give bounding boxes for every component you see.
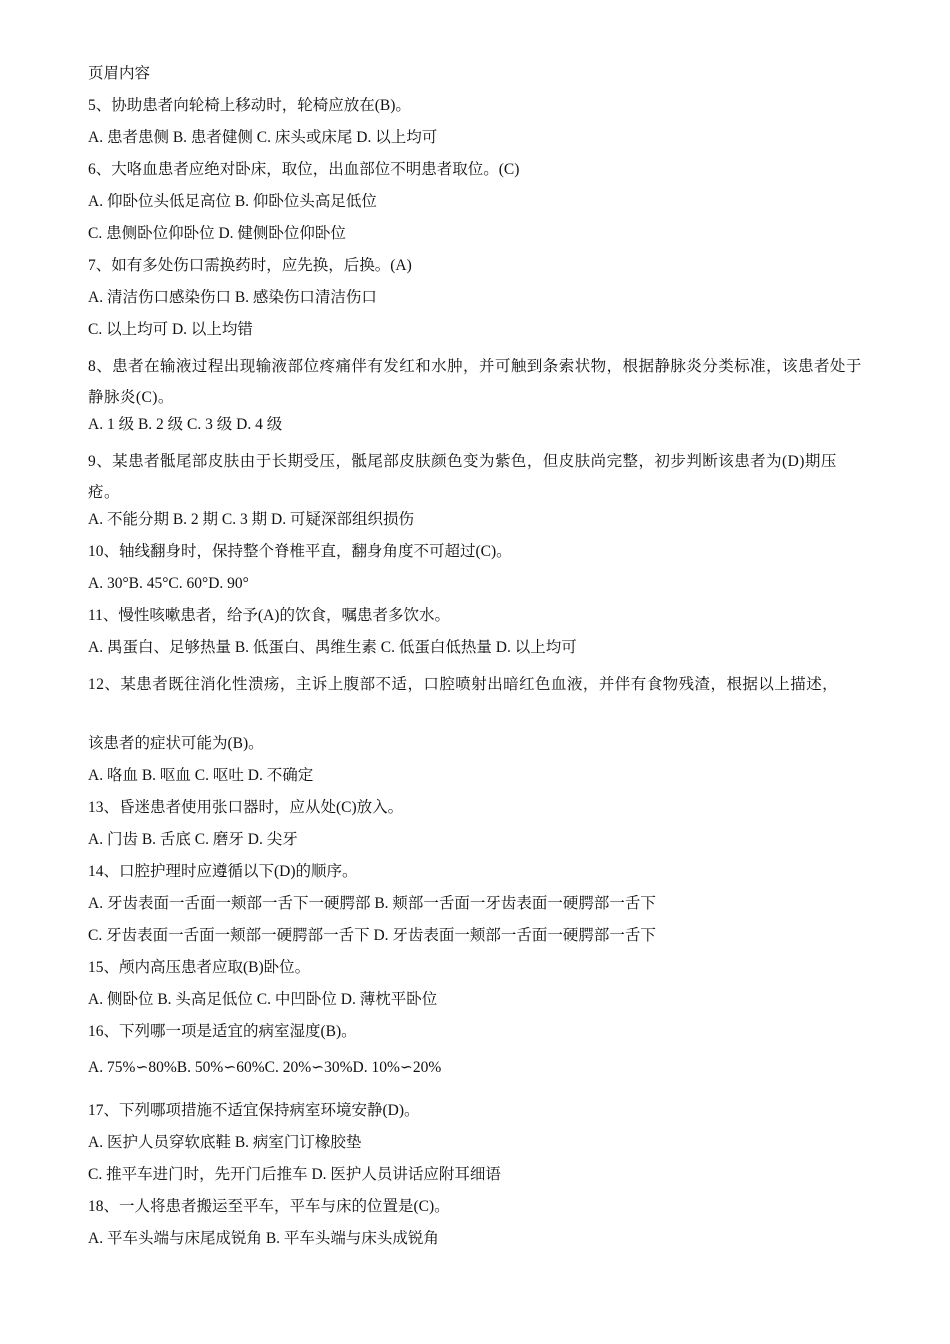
options-14-cd: C. 牙齿表面一舌面一颊部一硬腭部一舌下 D. 牙齿表面一颊部一舌面一硬腭部一舌下	[88, 927, 656, 944]
question-10: 10、轴线翻身时，保持整个脊椎平直，翻身角度不可超过(C)。	[88, 543, 512, 560]
options-5: A. 患者患侧 B. 患者健侧 C. 床头或床尾 D. 以上均可	[88, 129, 438, 146]
question-17: 17、下列哪项措施不适宜保持病室环境安静(D)。	[88, 1102, 420, 1119]
question-8: 8、患者在输液过程出现输液部位疼痛伴有发红和水肿，并可触到条索状物，根据静脉炎分类标准，该患者处于静脉炎(C)。	[88, 358, 862, 406]
question-5: 5、协助患者向轮椅上移动时，轮椅应放在(B)。	[88, 97, 411, 114]
options-10: A. 30°B. 45°C. 60°D. 90°	[88, 575, 249, 592]
options-6-cd: C. 患侧卧位仰卧位 D. 健侧卧位仰卧位	[88, 225, 346, 242]
question-6: 6、大咯血患者应绝对卧床，取位，出血部位不明患者取位。(C)	[88, 161, 520, 178]
options-18-ab: A. 平车头端与床尾成锐角 B. 平车头端与床头成锐角	[88, 1230, 439, 1247]
question-13: 13、昏迷患者使用张口器时，应从处(C)放入。	[88, 799, 404, 816]
options-12: A. 咯血 B. 呕血 C. 呕吐 D. 不确定	[88, 767, 314, 784]
options-6-ab: A. 仰卧位头低足高位 B. 仰卧位头高足低位	[88, 193, 377, 210]
question-16: 16、下列哪一项是适宜的病室湿度(B)。	[88, 1023, 357, 1040]
options-13: A. 门齿 B. 舌底 C. 磨牙 D. 尖牙	[88, 831, 298, 848]
question-18: 18、一人将患者搬运至平车，平车与床的位置是(C)。	[88, 1198, 450, 1215]
options-7-ab: A. 清洁伤口感染伤口 B. 感染伤口清洁伤口	[88, 289, 377, 306]
question-11: 11、慢性咳嗽患者，给予(A)的饮食，嘱患者多饮水。	[88, 607, 450, 624]
page-header: 页眉内容	[88, 65, 151, 82]
options-17-ab: A. 医护人员穿软底鞋 B. 病室门订橡胶垫	[88, 1134, 362, 1151]
options-15: A. 侧卧位 B. 头高足低位 C. 中凹卧位 D. 薄枕平卧位	[88, 991, 438, 1008]
question-14: 14、口腔护理时应遵循以下(D)的顺序。	[88, 863, 358, 880]
options-9: A. 不能分期 B. 2 期 C. 3 期 D. 可疑深部组织损伤	[88, 511, 414, 528]
question-12-continued: 该患者的症状可能为(B)。	[88, 735, 264, 752]
options-17-cd: C. 推平车进门时，先开门后推车 D. 医护人员讲话应附耳细语	[88, 1166, 501, 1183]
question-15: 15、颅内高压患者应取(B)卧位。	[88, 959, 311, 976]
question-7: 7、如有多处伤口需换药时，应先换，后换。(A)	[88, 257, 412, 274]
options-14-ab: A. 牙齿表面一舌面一颊部一舌下一硬腭部 B. 颊部一舌面一牙齿表面一硬腭部一舌下	[88, 895, 656, 912]
options-11: A. 禺蛋白、足够热量 B. 低蛋白、禺维生素 C. 低蛋白低热量 D. 以上均可	[88, 639, 577, 656]
question-9: 9、某患者骶尾部皮肤由于长期受压，骶尾部皮肤颜色变为紫色，但皮肤尚完整，初步判断该患者为(D)期压疮。	[88, 453, 837, 501]
options-16: A. 75%∽80%B. 50%∽60%C. 20%∽30%D. 10%∽20%	[88, 1059, 442, 1076]
options-7-cd: C. 以上均可 D. 以上均错	[88, 321, 253, 338]
options-8: A. 1 级 B. 2 级 C. 3 级 D. 4 级	[88, 416, 283, 433]
question-12: 12、某患者既往消化性溃疡，主诉上腹部不适，口腔喷射出暗红色血液，并伴有食物残渣，根据以上描述，	[88, 676, 839, 693]
